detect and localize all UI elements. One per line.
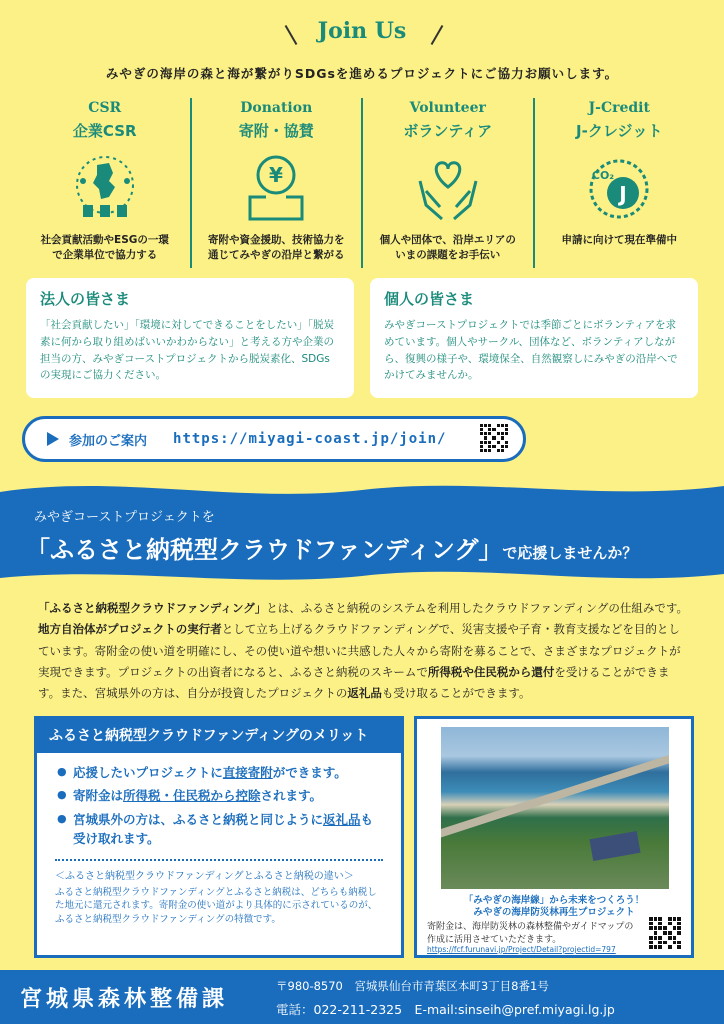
merit-item-post: ができます。 — [272, 765, 347, 780]
term-bold: 「ふるさと納税型クラウドファンディング」 — [38, 601, 267, 615]
merit-item-emphasis: 所得税・住民税から控除 — [123, 788, 261, 804]
category-volunteer — [361, 98, 533, 268]
difference-body: ふるさと納税型クラウドファンディングとふるさと納税は、どちらも納税した地元に還元されます。寄附金の使い道がより具体的に示されているのが、ふるさと納税型クラウドファンディングの特徴です。 — [55, 886, 378, 926]
corporate-title: 法人の皆さま — [40, 290, 131, 308]
difference-title: ＜ふるさと納税型クラウドファンディングとふるさと納税の違い＞ — [55, 870, 354, 882]
coastline-aerial-photo — [441, 727, 669, 889]
category-desc: 社会貢献活動やESGの一環 で企業単位で協力する — [40, 234, 169, 262]
coastal-road-shape — [441, 741, 669, 841]
join-label: 参加のご案内 — [69, 433, 148, 449]
merit-item-pre: 宮城県外の方は、ふるさと納税と同じように — [73, 811, 324, 827]
svg-text:CO₂: CO₂ — [592, 169, 615, 182]
merit-item — [57, 786, 381, 805]
category-csr — [20, 98, 190, 268]
category-en-label: Donation — [240, 100, 313, 116]
category-desc: 寄附や資金援助、技術協力を 通じてみやぎの沿岸と繋がる — [208, 234, 345, 262]
merit-item-post: も受け取れます。 — [73, 811, 374, 847]
body-span: を受けることができます。また、宮城県外の方は、自分が投資したプロジェクトの — [38, 664, 670, 701]
co2-j-credit-icon — [583, 151, 655, 223]
join-link-bar[interactable] — [22, 416, 526, 462]
caption-line-1: 「みやぎの海岸線」から未来をつくろう！ — [463, 895, 645, 906]
merit-item-emphasis: 直接寄附 — [222, 765, 273, 780]
audience-cards — [26, 278, 698, 398]
crowdfunding-description — [38, 598, 688, 704]
dotted-divider — [55, 859, 383, 861]
solar-panel-shape — [589, 831, 640, 861]
footer — [0, 970, 724, 1024]
individual-body: みやぎコーストプロジェクトでは季節ごとにボランティアを求めています。個人やサークル、団体など、ボランティアしながら、復興の様子や、環境保全、自然観察しにみやぎの沿岸へでかけてみませんか。 — [384, 319, 678, 382]
yen-donation-box-icon — [240, 151, 312, 223]
corporate-body: 「社会貢献したい」「環境に対してできることをしたい」「脱炭素に何から取り組めばいいかわからない」と考える方や企業の担当の方、みやぎコーストプロジェクトから脱炭素化、SDGsの実現にご協力ください。 — [40, 319, 334, 382]
category-desc: 申請に向けて現在準備中 — [561, 234, 677, 246]
play-arrow-icon — [47, 432, 59, 446]
page-title: Join Us — [317, 18, 407, 44]
category-jcredit — [533, 98, 705, 268]
body-span: も受け取ることができます。 — [381, 686, 531, 701]
project-photo-box — [414, 716, 694, 958]
merit-item-emphasis: 返礼品 — [323, 811, 361, 827]
merit-item — [57, 763, 381, 782]
banner-subtitle: みやぎコーストプロジェクトを — [34, 510, 215, 525]
merit-list — [37, 753, 401, 849]
footer-address: 〒980-8570 宮城県仙台市青葉区本町3丁目8番1号 — [276, 979, 549, 993]
category-jp-label: 企業CSR — [72, 122, 137, 140]
term-bold: 所得税や住民税から還付 — [427, 664, 555, 679]
intro-text: みやぎの海岸の森と海が繋がりSDGsを進めるプロジェクトにご協力お願いします。 — [105, 66, 619, 81]
hands-heart-icon — [412, 151, 484, 223]
category-en-label: Volunteer — [409, 100, 486, 116]
category-desc: 個人や団体で、沿岸エリアの いまの課題をお手伝い — [379, 234, 516, 262]
term-bold: 返礼品 — [347, 686, 382, 701]
body-span: として立ち上げるクラウドファンディングで、災害支援や子育・教育支援などを目的としています。寄附金の使い道を明確にし、その使い道や想いに共感した人々から寄附を募ることで、さまざまなプロジェクトが実現できます。プロジェクトの出資者になると、ふるさと納税のスキームで — [38, 622, 681, 679]
body-span: とは、ふるさと納税のシステムを利用したクラウドファンディングの仕組みです。 — [266, 601, 688, 615]
category-jp-label: 寄附・協賛 — [238, 122, 314, 140]
merit-title: ふるさと納税型クラウドファンディングのメリット — [37, 719, 401, 753]
category-jp-label: ボランティア — [403, 122, 493, 140]
join-url-link[interactable]: https://miyagi-coast.jp/join/ — [173, 431, 447, 447]
corporate-card — [26, 278, 354, 398]
category-donation — [190, 98, 362, 268]
term-bold: 地方自治体がプロジェクトの実行者 — [38, 622, 222, 637]
merit-item — [57, 810, 381, 849]
category-jp-label: J-クレジット — [576, 122, 663, 140]
banner-headline — [26, 530, 637, 565]
svg-text:¥: ¥ — [269, 163, 284, 187]
caption-line-2: みやぎの海岸防災林再生プロジェクト — [473, 907, 635, 919]
merit-item-pre: 応援したいプロジェクトに — [73, 765, 223, 780]
miyagi-map-network-icon — [69, 151, 141, 223]
merit-item-post: されます。 — [260, 788, 323, 804]
category-en-label: CSR — [88, 100, 122, 116]
project-link[interactable]: https://fcf.furunavi.jp/Project/Detail?projectid=797 — [427, 945, 616, 954]
banner-headline-tail: で応援しませんか？ — [502, 544, 638, 562]
qr-code-icon — [647, 915, 683, 951]
qr-code-icon — [478, 422, 510, 454]
photo-note: 寄附金は、海岸防災林の森林整備やガイドマップの作成に活用させていただきます。 — [427, 922, 634, 945]
organization-name: 宮城県森林整備課 — [20, 987, 229, 1012]
category-en-label: J-Credit — [588, 100, 650, 116]
banner-headline-main: 「ふるさと納税型クラウドファンディング」 — [26, 536, 503, 564]
individual-title: 個人の皆さま — [384, 290, 475, 308]
individual-card — [370, 278, 698, 398]
participation-categories — [20, 98, 704, 268]
footer-contact: 電話：022-211-2325 E-mail:sinseih@pref.miyagi.lg.jp — [276, 1002, 615, 1017]
merit-box — [34, 716, 404, 958]
merit-item-pre: 寄附金は — [73, 788, 124, 804]
svg-text:J: J — [619, 182, 627, 206]
